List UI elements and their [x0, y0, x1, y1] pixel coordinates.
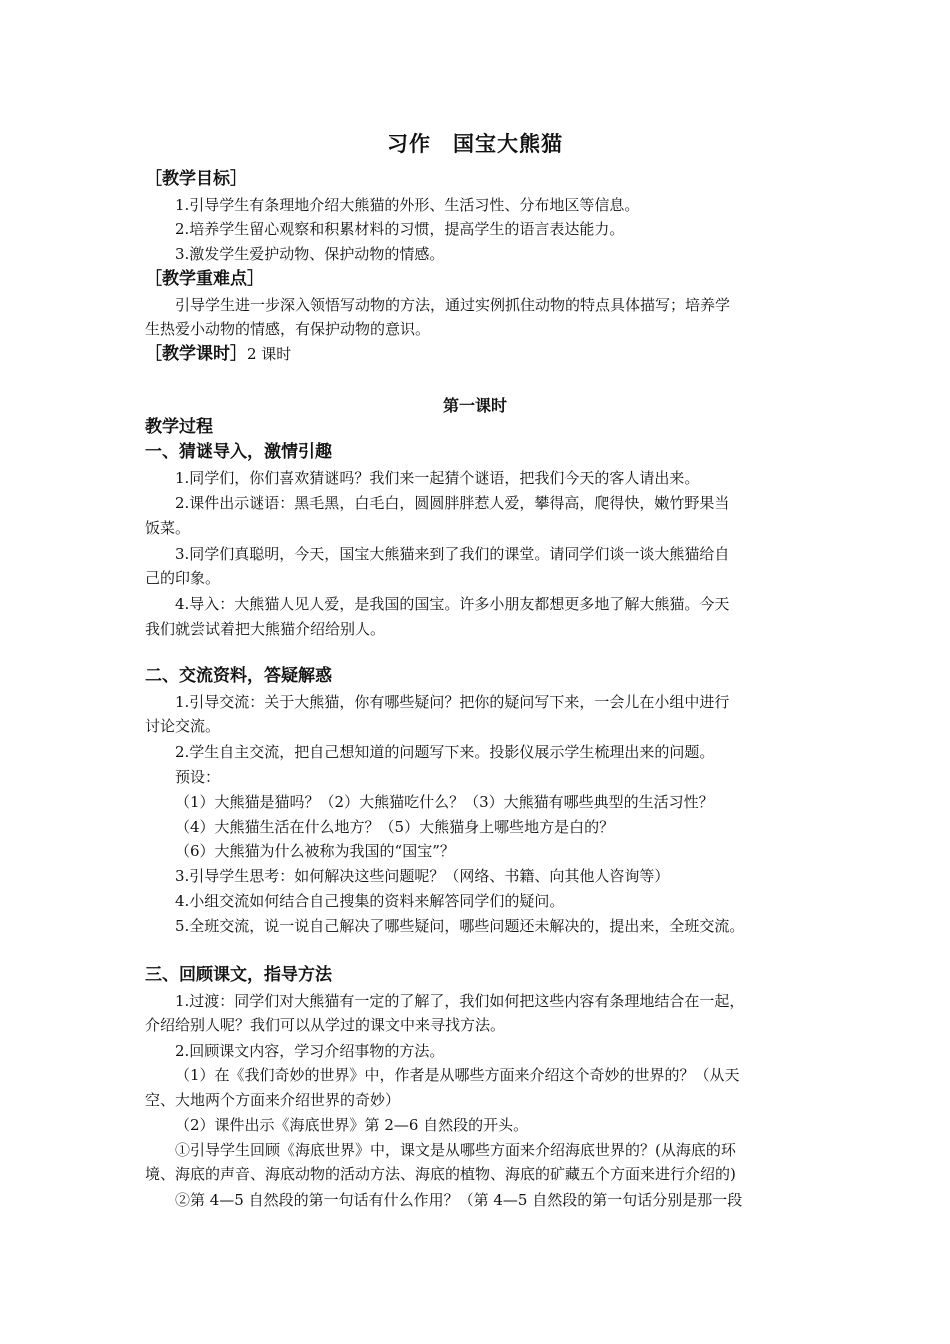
key-points-heading: ［教学重难点］ [145, 269, 264, 289]
hours-value: 2 课时 [247, 345, 292, 363]
paragraph-line: 3.引导学生思考：如何解决这些问题呢？（网络、书籍、向其他人咨询等） [175, 867, 670, 885]
section-heading: 一、猜谜导入，激情引趣 [145, 442, 332, 462]
paragraph-line: （1）在《我们奇妙的世界》中，作者是从哪些方面来介绍这个奇妙的世界的？（从天 [175, 1066, 740, 1084]
key-points-line: 生热爱小动物的情感，有保护动物的意识。 [145, 320, 431, 338]
paragraph-line: 我们就尝试着把大熊猫介绍给别人。 [145, 620, 386, 638]
paragraph-line: （6）大熊猫为什么被称为我国的“国宝”？ [175, 842, 455, 860]
process-heading: 教学过程 [145, 417, 213, 437]
objective-item: 2.培养学生留心观察和积累材料的习惯，提高学生的语言表达能力。 [175, 220, 625, 238]
key-points-line: 引导学生进一步深入领悟写动物的方法，通过实例抓住动物的特点具体描写；培养学 [175, 296, 731, 314]
paragraph-line: 己的印象。 [145, 569, 221, 587]
paragraph-line: 4.小组交流如何结合自己搜集的资料来解答同学们的疑问。 [175, 892, 565, 910]
page-title: 习作 国宝大熊猫 [387, 132, 563, 156]
section-heading: 二、交流资料，答疑解惑 [145, 666, 332, 686]
paragraph-line: （1）大熊猫是猫吗？（2）大熊猫吃什么？（3）大熊猫有哪些典型的生活习性？ [175, 793, 714, 811]
section-heading: 三、回顾课文，指导方法 [145, 965, 332, 985]
paragraph-line: 2.回顾课文内容，学习介绍事物的方法。 [175, 1042, 445, 1060]
objective-item: 3.激发学生爱护动物、保护动物的情感。 [175, 245, 445, 263]
paragraph-line: 2.学生自主交流，把自己想知道的问题写下来。投影仪展示学生梳理出来的问题。 [175, 743, 715, 761]
paragraph-line: 2.课件出示谜语：黑毛黑，白毛白，圆圆胖胖惹人爱，攀得高，爬得快，嫩竹野果当 [175, 494, 730, 512]
objective-item: 1.引导学生有条理地介绍大熊猫的外形、生活习性、分布地区等信息。 [175, 196, 640, 214]
hours-line [145, 343, 291, 365]
paragraph-line: 境、海底的声音、海底动物的活动方法、海底的植物、海底的矿藏五个方面来进行介绍的) [145, 1165, 736, 1183]
paragraph-line: 1.过渡：同学们对大熊猫有一定的了解了，我们如何把这些内容有条理地结合在一起， [175, 992, 745, 1010]
paragraph-line: 1.同学们，你们喜欢猜谜吗？我们来一起猜个谜语，把我们今天的客人请出来。 [175, 469, 700, 487]
paragraph-line: 空、大地两个方面来介绍世界的奇妙） [145, 1091, 401, 1109]
paragraph-line: ②第 4—5 自然段的第一句话有什么作用？（第 4—5 自然段的第一句话分别是那一段 [175, 1191, 743, 1209]
hours-heading: ［教学课时］ [145, 344, 247, 364]
paragraph-line: ①引导学生回顾《海底世界》中，课文是从哪些方面来介绍海底世界的？(从海底的环 [175, 1141, 736, 1159]
paragraph-line: 介绍给别人呢？我们可以从学过的课文中来寻找方法。 [145, 1016, 506, 1034]
objectives-heading: ［教学目标］ [145, 169, 247, 189]
paragraph-line: （4）大熊猫生活在什么地方？（5）大熊猫身上哪些地方是白的？ [175, 818, 615, 836]
paragraph-line: 1.引导交流：关于大熊猫，你有哪些疑问？把你的疑问写下来，一会儿在小组中进行 [175, 693, 730, 711]
paragraph-line: 3.同学们真聪明，今天，国宝大熊猫来到了我们的课堂。请同学们谈一谈大熊猫给自 [175, 545, 730, 563]
paragraph-line: 预设： [175, 768, 221, 786]
paragraph-line: 4.导入：大熊猫人见人爱，是我国的国宝。许多小朋友都想更多地了解大熊猫。今天 [175, 595, 730, 613]
paragraph-line: 5.全班交流，说一说自己解决了哪些疑问，哪些问题还未解决的，提出来，全班交流。 [175, 917, 745, 935]
paragraph-line: （2）课件出示《海底世界》第 2—6 自然段的开头。 [175, 1116, 529, 1134]
paragraph-line: 饭菜。 [145, 519, 191, 537]
lesson-title: 第一课时 [442, 396, 507, 415]
paragraph-line: 讨论交流。 [145, 717, 221, 735]
